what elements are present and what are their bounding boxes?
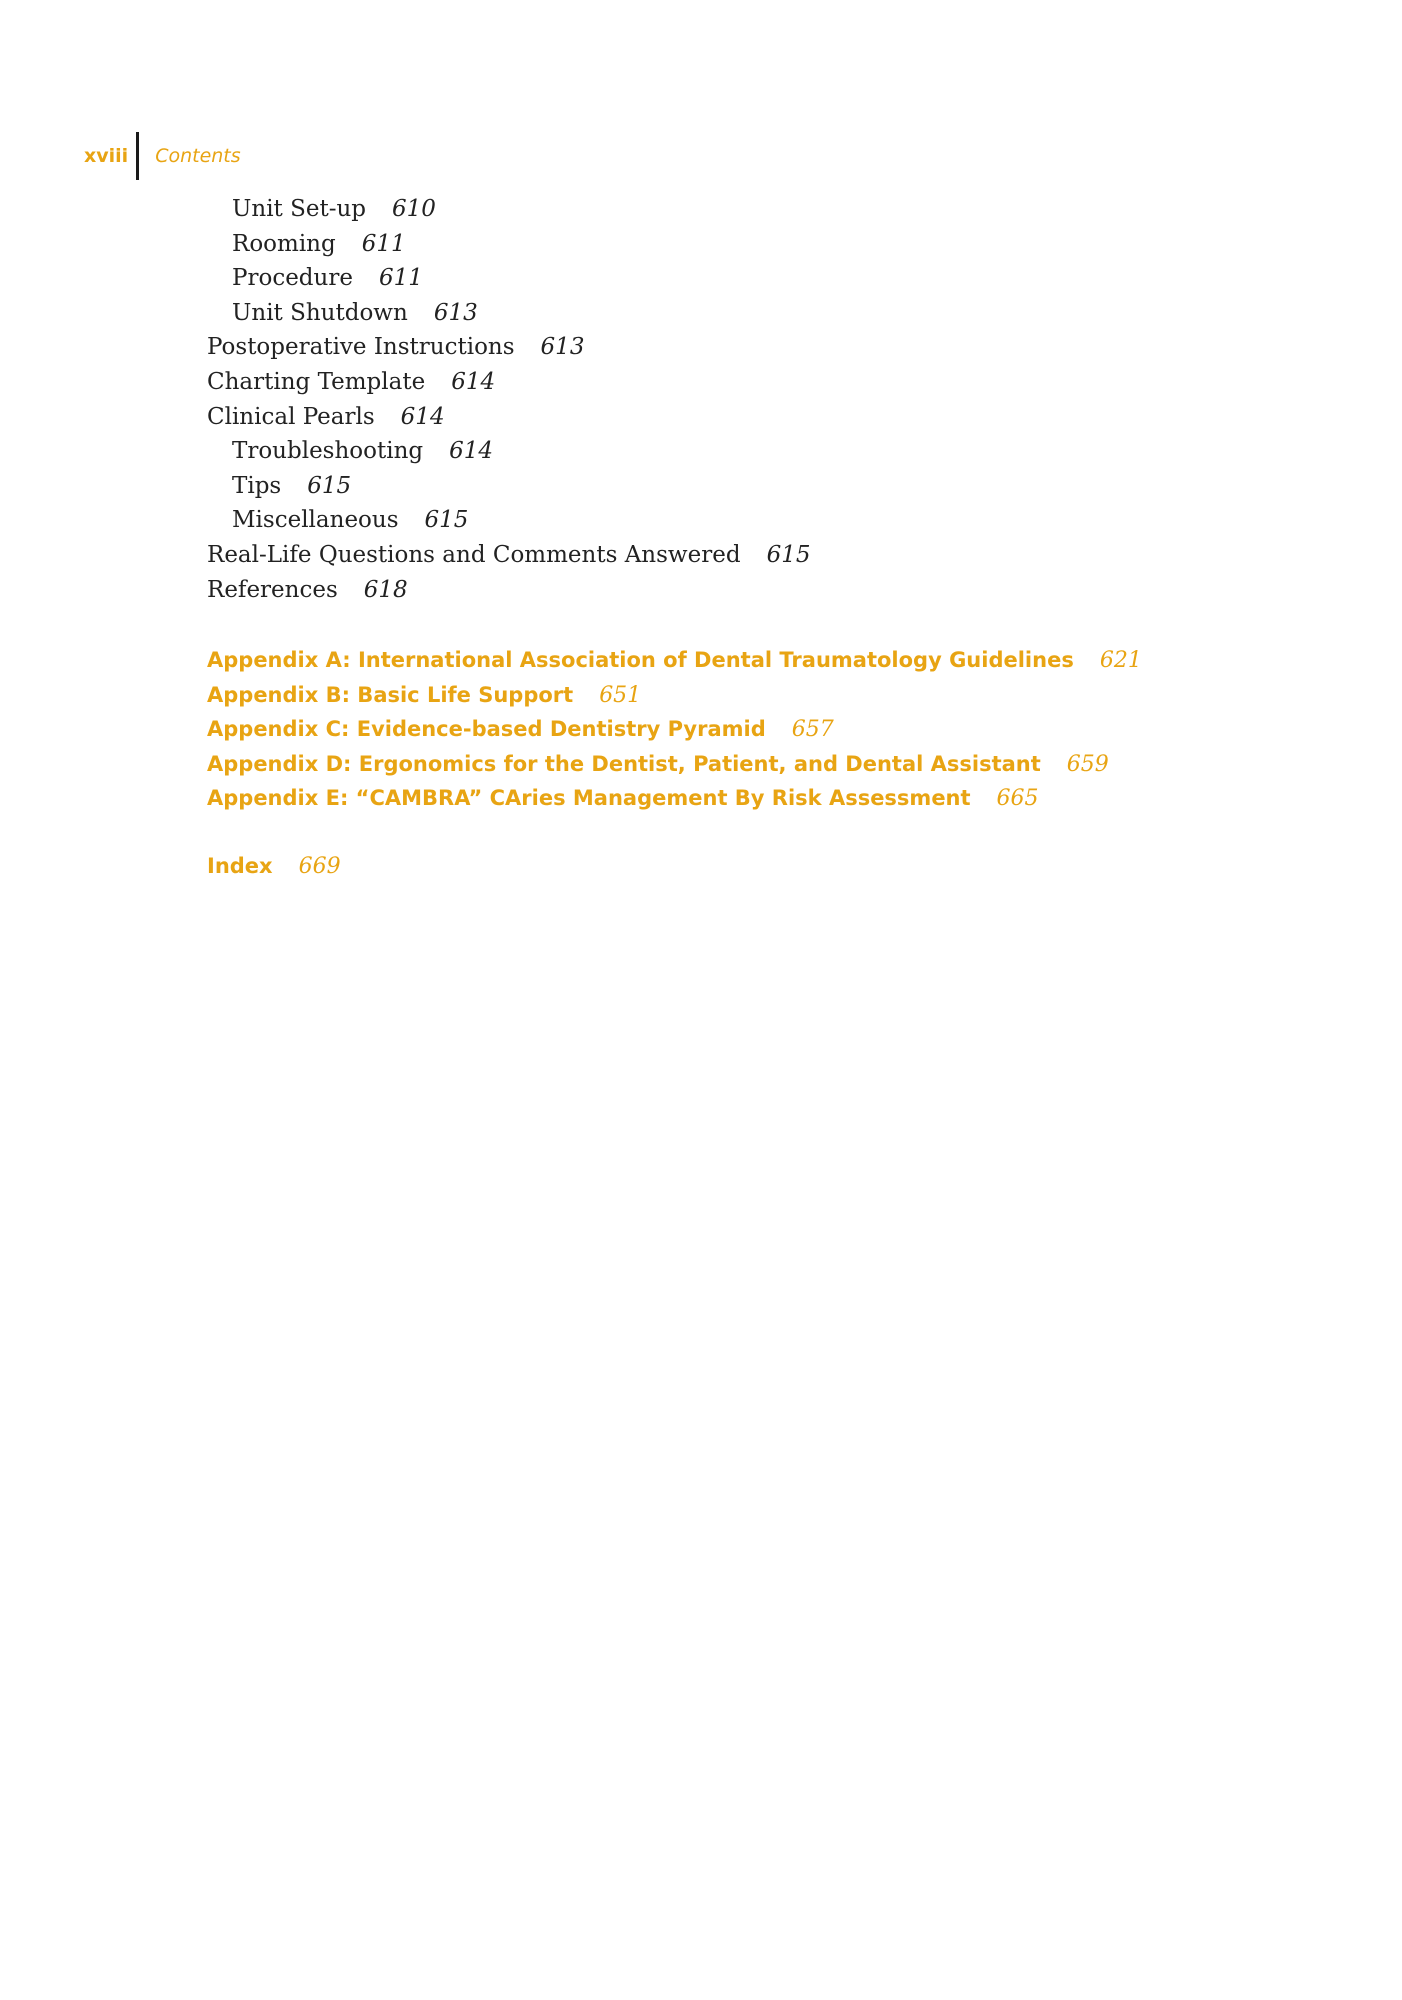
toc-entry-title: Unit Shutdown <box>232 299 408 326</box>
header-divider <box>136 132 139 180</box>
toc-entry-page: 614 <box>449 438 494 465</box>
appendix-page: 665 <box>996 786 1039 812</box>
section-title: Contents <box>155 144 241 167</box>
toc-entry-real-life-questions[interactable] <box>207 542 1307 577</box>
appendix-entry-d[interactable] <box>207 752 1357 787</box>
toc-entry-title: Tips <box>232 472 282 499</box>
appendix-title: Appendix D: Ergonomics for the Dentist, Patient, and Dental Assistant <box>207 751 1041 776</box>
toc-entry-page: 615 <box>307 472 352 499</box>
toc-entry-page: 613 <box>540 334 585 361</box>
toc-entry-title: Clinical Pearls <box>207 403 375 430</box>
toc-entry-troubleshooting[interactable] <box>207 438 1307 473</box>
appendix-page: 651 <box>599 682 642 708</box>
toc-entry-title: Rooming <box>232 230 336 257</box>
appendix-page: 621 <box>1099 648 1142 673</box>
toc-entry-title: Real-Life Questions and Comments Answered <box>207 541 741 568</box>
toc-entry-charting-template[interactable] <box>207 369 1307 404</box>
toc-entry-title: Troubleshooting <box>232 438 424 465</box>
appendix-entry-e[interactable] <box>207 786 1357 821</box>
toc-entry-title: References <box>207 576 338 603</box>
toc-entry-title: Miscellaneous <box>232 507 399 534</box>
toc-entry-title: Postoperative Instructions <box>207 334 515 361</box>
toc-entry-title: Charting Template <box>207 368 426 395</box>
index-page: 669 <box>298 854 341 879</box>
toc-entry-miscellaneous[interactable] <box>207 507 1307 542</box>
toc-entry-references[interactable] <box>207 577 1307 612</box>
appendix-list <box>207 648 1357 821</box>
appendix-title: Appendix C: Evidence-based Dentistry Pyramid <box>207 717 766 742</box>
appendix-title: Appendix E: “CAMBRA” CAries Management By Risk Assessment <box>207 786 971 811</box>
toc-entry-page: 618 <box>363 576 408 603</box>
appendix-page: 659 <box>1066 751 1109 777</box>
appendix-title: Appendix A: International Association of Dental Traumatology Guidelines <box>207 648 1074 672</box>
toc-entry-title: Unit Set-up <box>232 196 367 222</box>
appendix-title: Appendix B: Basic Life Support <box>207 682 574 707</box>
toc-entry-unit-shutdown[interactable] <box>207 300 1307 335</box>
appendix-entry-c[interactable] <box>207 717 1357 752</box>
appendix-entry-a[interactable] <box>207 648 1357 683</box>
toc-entry-tips[interactable] <box>207 473 1307 508</box>
index-title: Index <box>207 854 273 878</box>
toc-entry-postoperative-instructions[interactable] <box>207 334 1307 369</box>
toc-entry-clinical-pearls[interactable] <box>207 404 1307 439</box>
toc-list <box>207 196 1307 611</box>
page-number: xviii <box>84 144 129 167</box>
toc-entry-title: Procedure <box>232 265 353 292</box>
index-entry[interactable] <box>207 854 341 889</box>
appendix-entry-b[interactable] <box>207 683 1357 718</box>
toc-entry-page: 614 <box>451 368 496 395</box>
toc-entry-page: 615 <box>766 541 811 568</box>
toc-entry-page: 614 <box>400 403 445 430</box>
toc-entry-unit-set-up[interactable] <box>207 196 1307 231</box>
running-head <box>84 132 241 180</box>
appendix-page: 657 <box>791 717 834 743</box>
toc-entry-page: 611 <box>378 265 423 292</box>
toc-entry-page: 611 <box>361 230 406 257</box>
toc-entry-page: 613 <box>433 299 478 326</box>
toc-entry-rooming[interactable] <box>207 231 1307 266</box>
toc-entry-page: 615 <box>424 507 469 534</box>
toc-entry-page: 610 <box>392 196 436 222</box>
toc-entry-procedure[interactable] <box>207 265 1307 300</box>
